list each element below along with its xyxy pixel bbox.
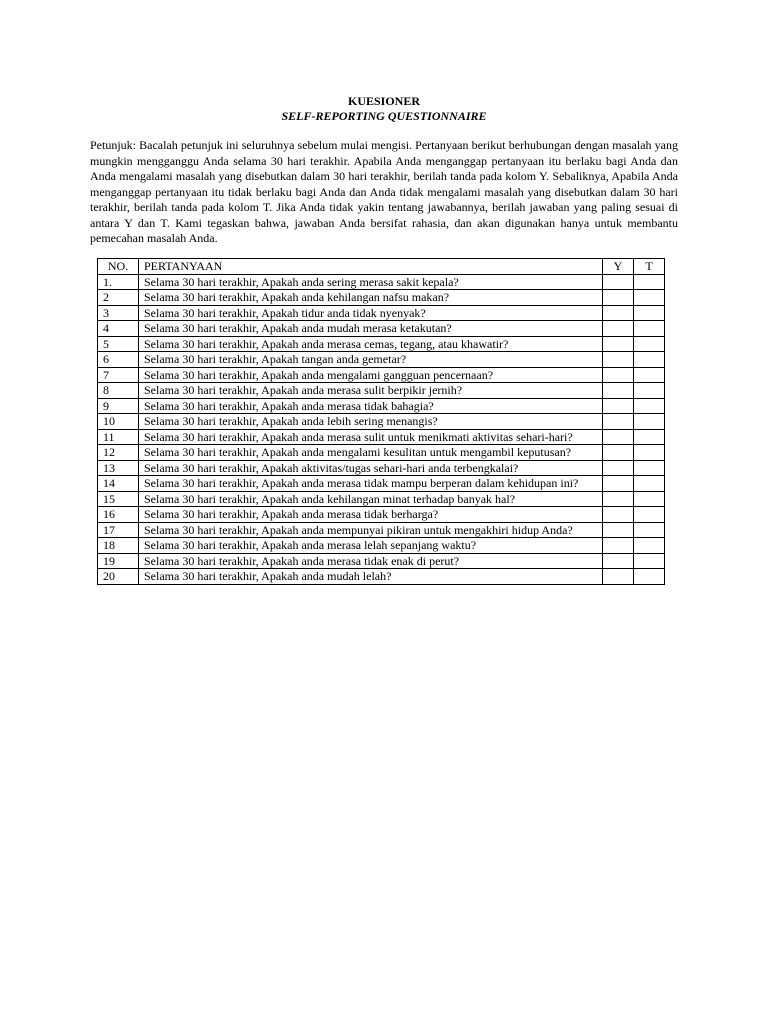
answer-y-cell[interactable] [603, 491, 634, 507]
answer-y-cell[interactable] [603, 538, 634, 554]
table-header-row [98, 259, 665, 275]
table-row [98, 507, 665, 523]
answer-t-cell[interactable] [634, 383, 665, 399]
question-text: Selama 30 hari terakhir, Apakah anda mudah lelah? [139, 569, 603, 585]
question-text: Selama 30 hari terakhir, Apakah tidur anda tidak nyenyak? [139, 305, 603, 321]
answer-y-cell[interactable] [603, 352, 634, 368]
question-text: Selama 30 hari terakhir, Apakah anda merasa tidak berharga? [139, 507, 603, 523]
question-text: Selama 30 hari terakhir, Apakah anda merasa tidak enak di perut? [139, 553, 603, 569]
table-row [98, 445, 665, 461]
answer-t-cell[interactable] [634, 491, 665, 507]
table-row [98, 367, 665, 383]
table-row [98, 491, 665, 507]
answer-y-cell[interactable] [603, 305, 634, 321]
answer-t-cell[interactable] [634, 367, 665, 383]
question-number: 4 [98, 321, 139, 337]
answer-y-cell[interactable] [603, 569, 634, 585]
question-number: 14 [98, 476, 139, 492]
header-question: PERTANYAAN [139, 259, 603, 275]
question-text: Selama 30 hari terakhir, Apakah anda kehilangan nafsu makan? [139, 290, 603, 306]
answer-t-cell[interactable] [634, 305, 665, 321]
answer-t-cell[interactable] [634, 553, 665, 569]
answer-y-cell[interactable] [603, 336, 634, 352]
answer-y-cell[interactable] [603, 522, 634, 538]
table-row [98, 290, 665, 306]
question-text: Selama 30 hari terakhir, Apakah anda mengalami gangguan pencernaan? [139, 367, 603, 383]
question-text: Selama 30 hari terakhir, Apakah aktivitas/tugas sehari-hari anda terbengkalai? [139, 460, 603, 476]
answer-y-cell[interactable] [603, 553, 634, 569]
answer-t-cell[interactable] [634, 414, 665, 430]
answer-t-cell[interactable] [634, 336, 665, 352]
question-number: 19 [98, 553, 139, 569]
question-text: Selama 30 hari terakhir, Apakah anda kehilangan minat terhadap banyak hal? [139, 491, 603, 507]
question-number: 11 [98, 429, 139, 445]
question-text: Selama 30 hari terakhir, Apakah anda merasa sulit untuk menikmati aktivitas sehari-hari? [139, 429, 603, 445]
answer-t-cell[interactable] [634, 274, 665, 290]
answer-y-cell[interactable] [603, 507, 634, 523]
answer-t-cell[interactable] [634, 569, 665, 585]
question-text: Selama 30 hari terakhir, Apakah anda mengalami kesulitan untuk mengambil keputusan? [139, 445, 603, 461]
question-number: 6 [98, 352, 139, 368]
answer-t-cell[interactable] [634, 321, 665, 337]
table-row [98, 569, 665, 585]
question-number: 7 [98, 367, 139, 383]
table-row [98, 321, 665, 337]
answer-t-cell[interactable] [634, 290, 665, 306]
table-row [98, 274, 665, 290]
answer-t-cell[interactable] [634, 429, 665, 445]
question-number: 18 [98, 538, 139, 554]
table-row [98, 398, 665, 414]
question-text: Selama 30 hari terakhir, Apakah anda merasa tidak bahagia? [139, 398, 603, 414]
question-text: Selama 30 hari terakhir, Apakah anda mudah merasa ketakutan? [139, 321, 603, 337]
table-row [98, 305, 665, 321]
question-number: 10 [98, 414, 139, 430]
answer-t-cell[interactable] [634, 538, 665, 554]
question-number: 13 [98, 460, 139, 476]
header-no: NO. [98, 259, 139, 275]
answer-y-cell[interactable] [603, 429, 634, 445]
question-text: Selama 30 hari terakhir, Apakah tangan anda gemetar? [139, 352, 603, 368]
question-number: 5 [98, 336, 139, 352]
table-row [98, 538, 665, 554]
answer-t-cell[interactable] [634, 445, 665, 461]
answer-y-cell[interactable] [603, 476, 634, 492]
table-row [98, 429, 665, 445]
question-number: 2 [98, 290, 139, 306]
question-number: 20 [98, 569, 139, 585]
answer-y-cell[interactable] [603, 290, 634, 306]
question-number: 3 [98, 305, 139, 321]
header-y: Y [603, 259, 634, 275]
answer-y-cell[interactable] [603, 398, 634, 414]
question-text: Selama 30 hari terakhir, Apakah anda lebih sering menangis? [139, 414, 603, 430]
answer-y-cell[interactable] [603, 367, 634, 383]
question-text: Selama 30 hari terakhir, Apakah anda merasa lelah sepanjang waktu? [139, 538, 603, 554]
table-row [98, 476, 665, 492]
question-number: 16 [98, 507, 139, 523]
table-row [98, 383, 665, 399]
answer-t-cell[interactable] [634, 476, 665, 492]
answer-y-cell[interactable] [603, 445, 634, 461]
document-subtitle: SELF-REPORTING QUESTIONNAIRE [281, 109, 487, 123]
question-number: 1. [98, 274, 139, 290]
answer-y-cell[interactable] [603, 383, 634, 399]
question-number: 8 [98, 383, 139, 399]
answer-t-cell[interactable] [634, 398, 665, 414]
question-number: 15 [98, 491, 139, 507]
question-number: 12 [98, 445, 139, 461]
answer-y-cell[interactable] [603, 414, 634, 430]
question-text: Selama 30 hari terakhir, Apakah anda merasa cemas, tegang, atau khawatir? [139, 336, 603, 352]
answer-y-cell[interactable] [603, 460, 634, 476]
table-row [98, 522, 665, 538]
table-row [98, 553, 665, 569]
document-title: KUESIONER [347, 94, 421, 108]
header-t: T [634, 259, 665, 275]
answer-y-cell[interactable] [603, 274, 634, 290]
question-text: Selama 30 hari terakhir, Apakah anda mempunyai pikiran untuk mengakhiri hidup Anda? [139, 522, 603, 538]
question-text: Selama 30 hari terakhir, Apakah anda merasa tidak mampu berperan dalam kehidupan ini? [139, 476, 603, 492]
answer-t-cell[interactable] [634, 507, 665, 523]
question-number: 17 [98, 522, 139, 538]
answer-t-cell[interactable] [634, 522, 665, 538]
answer-y-cell[interactable] [603, 321, 634, 337]
questionnaire-table [97, 258, 665, 585]
question-text: Selama 30 hari terakhir, Apakah anda sering merasa sakit kepala? [139, 274, 603, 290]
instructions-paragraph: Petunjuk: Bacalah petunjuk ini seluruhnya sebelum mulai mengisi. Pertanyaan berikut berhubungan dengan masalah yang mungkin mengganggu Anda selama 30 hari terakhir. Apabila Anda menganggap pertanyaan itu berlaku bagi Anda dan Anda mengalami masalah yang disebutkan dalam 30 hari terakhir, berilah tanda pada kolom Y. Sebaliknya, Apabila Anda menganggap pertanyaan itu tidak berlaku bagi Anda dan Anda tidak mengalami masalah yang disebutkan dalam 30 hari terakhir, berilah tanda pada kolom T. Jika Anda tidak yakin tentang jawabannya, berilah jawaban yang paling sesuai di antara Y dan T. Kami tegaskan bahwa, jawaban Anda bersifat rahasia, dan akan digunakan hanya untuk membantu pemecahan masalah Anda. [90, 138, 678, 245]
question-number: 9 [98, 398, 139, 414]
table-row [98, 352, 665, 368]
table-row [98, 414, 665, 430]
question-text: Selama 30 hari terakhir, Apakah anda merasa sulit berpikir jernih? [139, 383, 603, 399]
table-row [98, 460, 665, 476]
table-row [98, 336, 665, 352]
answer-t-cell[interactable] [634, 352, 665, 368]
answer-t-cell[interactable] [634, 460, 665, 476]
